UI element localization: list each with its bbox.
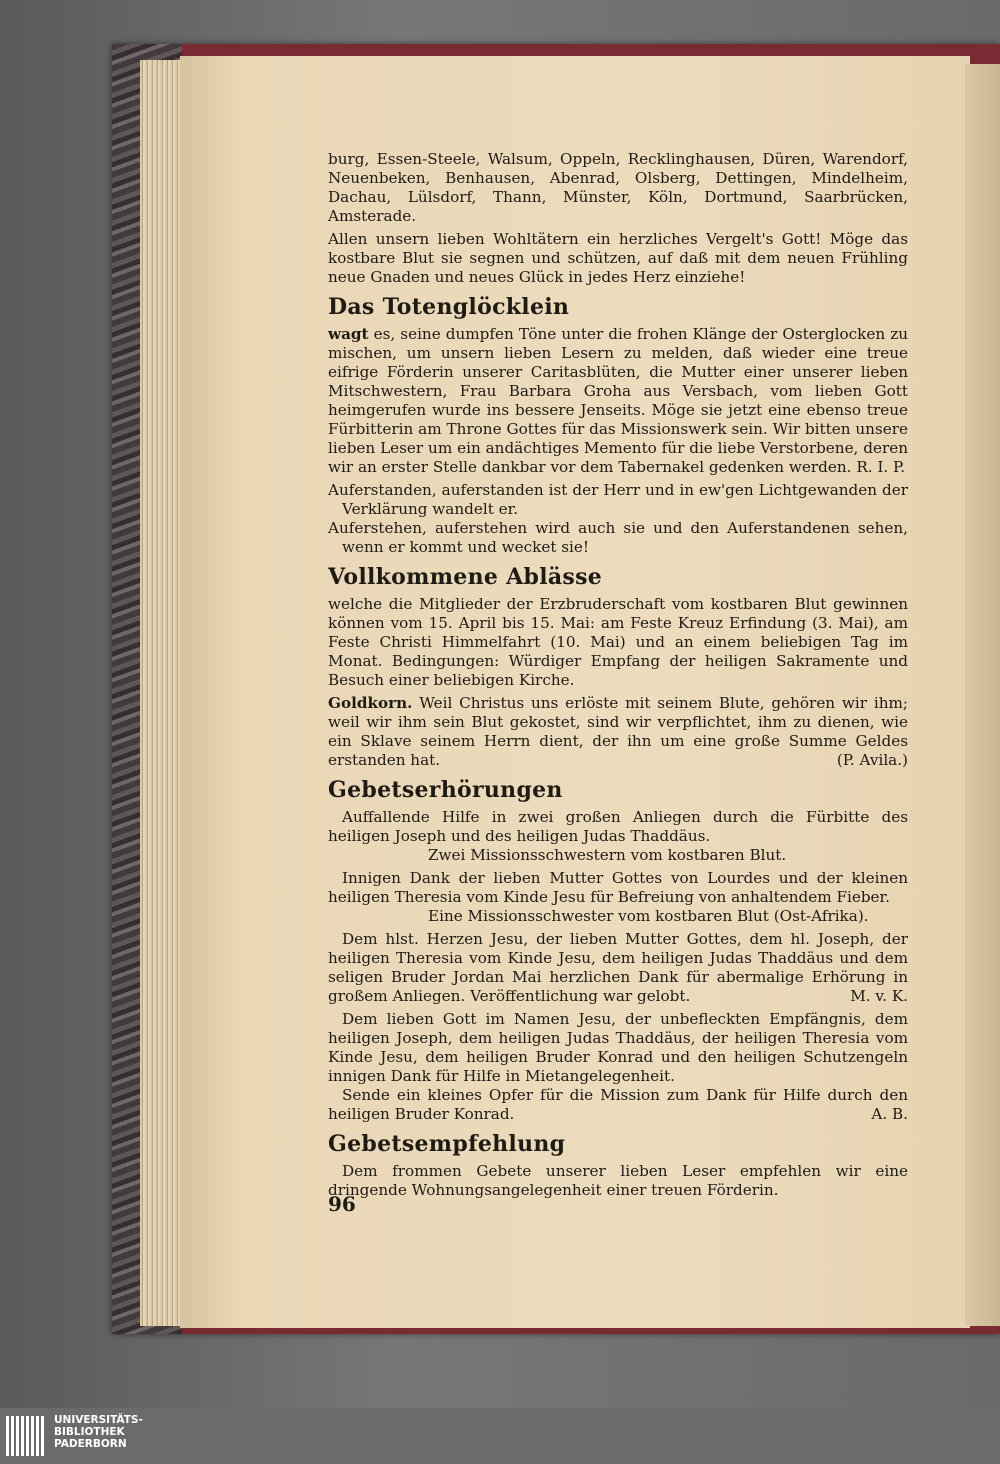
signature-erhoerung-5: A. B. (871, 1105, 908, 1123)
verse-2: Auferstehen, auferstehen wird auch sie und den Auferstandenen sehen, wenn er kommt und wecket sie! (328, 519, 908, 556)
facing-page-edge (965, 64, 1000, 1326)
goldkorn-text: Weil Christus uns erlöste mit seinem Blute, gehören wir ihm; weil wir ihm sein Blut gekostet, sind wir verpflichtet, ihm zu dienen, wie ein Sklave seinem Herrn dient, der ihn um eine große Summe Geldes erstanden hat. (328, 694, 908, 769)
paragraph-erhoerung-1: Auffallende Hilfe in zwei großen Anliegen durch die Fürbitte des heiligen Joseph und des heiligen Judas Thaddäus. (328, 808, 908, 845)
paragraph-ablaesse: welche die Mitglieder der Erzbruderschaft vom kostbaren Blut gewinnen können vom 15. April bis 15. Mai: am Feste Kreuz Erfindung (3. Mai), am Feste Christi Himmelfahrt (10. Mai) und an einem beliebigen Tag im Monat. Bedingungen: Würdiger Empfang der heiligen Sakramente und Besuch einer beliebigen Kirche. (328, 595, 908, 689)
logo-line-1: UNIVERSITÄTS- (54, 1414, 143, 1426)
paragraph-erhoerung-5 (328, 1086, 908, 1124)
signature-erhoerung-3: M. v. K. (850, 987, 908, 1005)
paragraph-totenglocklein (328, 325, 908, 477)
paragraph-text: es, seine dumpfen Töne unter die frohen Klänge der Osterglocken zu mischen, um unsern lieben Lesern zu melden, daß wieder eine treue eifrige Förderin unserer Caritasblüten, die Mutter einer unserer lieben Mitschwestern, Frau Barbara Groha aus Versbach, vom lieben Gott heimgerufen wurde ins bessere Jenseits. Möge sie jetzt eine ebenso treue Fürbitterin am Throne Gottes für das Missionswerk sein. Wir bitten unsere lieben Leser um ein andächtiges Memento für die liebe Verstorbene, deren wir an erster Stelle dankbar vor dem Tabernakel gedenken werden. R. I. P. (328, 325, 908, 476)
goldkorn-signature: (P. Avila.) (836, 751, 908, 769)
signature-erhoerung-1: Zwei Missionsschwestern vom kostbaren Blut. (428, 846, 787, 864)
footer-bar (0, 1408, 1000, 1464)
page-text (328, 150, 908, 1200)
heading-ablaesse: Vollkommene Ablässe (328, 564, 603, 590)
logo-line-2: BIBLIOTHEK (54, 1426, 125, 1438)
paragraph-town-list: burg, Essen-Steele, Walsum, Oppeln, Recklinghausen, Düren, Warendorf, Neuenbeken, Benhausen, Abenrad, Olsberg, Dettingen, Mindelheim, Dachau, Lülsdorf, Thann, Münster, Köln, Dortmund, Saarbrücken, Amsterade. (328, 150, 908, 225)
library-logo-text (54, 1414, 143, 1450)
heading-gebetsempfehlung: Gebetsempfehlung (328, 1131, 566, 1157)
heading-gebetserhoerungen: Gebetserhörungen (328, 777, 563, 803)
paragraph-goldkorn (328, 694, 908, 770)
logo-line-3: PADERBORN (54, 1438, 127, 1450)
paragraph-erhoerung-2: Innigen Dank der lieben Mutter Gottes von Lourdes und der kleinen heiligen Theresia vom Kinde Jesu für Befreiung von anhaltendem Fieber. (328, 869, 908, 906)
page-number: 96 (328, 1192, 356, 1216)
verse-1: Auferstanden, auferstanden ist der Herr und in ew'gen Lichtgewanden der Verklärung wandelt er. (328, 481, 908, 518)
goldkorn-label: Goldkorn. (328, 694, 413, 712)
paragraph-gebetsempfehlung: Dem frommen Gebete unserer lieben Leser empfehlen wir eine dringende Wohnungsangelegenheit einer treuen Förderin. (328, 1162, 908, 1199)
library-logo-icon (6, 1416, 50, 1456)
paragraph-thanks: Allen unsern lieben Wohltätern ein herzliches Vergelt's Gott! Möge das kostbare Blut sie segnen und schützen, auf daß mit dem neuen Frühling neue Gnaden und neues Glück in jedes Herz einziehe! (328, 230, 908, 286)
lead-word: wagt (328, 325, 369, 343)
paragraph-erhoerung-3 (328, 930, 908, 1006)
heading-totenglocklein: Das Totenglöcklein (328, 294, 570, 320)
erhoerung-3-text: Dem hlst. Herzen Jesu, der lieben Mutter Gottes, dem hl. Joseph, der heiligen Theresia vom Kinde Jesu, dem heiligen Judas Thaddäus und dem seligen Bruder Jordan Mai herzlichen Dank für abermalige Erhörung in großem Anliegen. Veröffentlichung war gelobt. (328, 930, 908, 1005)
erhoerung-5-text: Sende ein kleines Opfer für die Mission zum Dank für Hilfe durch den heiligen Bruder Konrad. (328, 1086, 908, 1123)
paragraph-erhoerung-4: Dem lieben Gott im Namen Jesu, der unbefleckten Empfängnis, dem heiligen Joseph, dem heiligen Judas Thaddäus, der heiligen Theresia vom Kinde Jesu, dem heiligen Bruder Konrad und den heiligen Schutzengeln innigen Dank für Hilfe in Mietangelegenheit. (328, 1010, 908, 1085)
signature-erhoerung-2: Eine Missionsschwester vom kostbaren Blut (Ost-Afrika). (428, 907, 869, 925)
